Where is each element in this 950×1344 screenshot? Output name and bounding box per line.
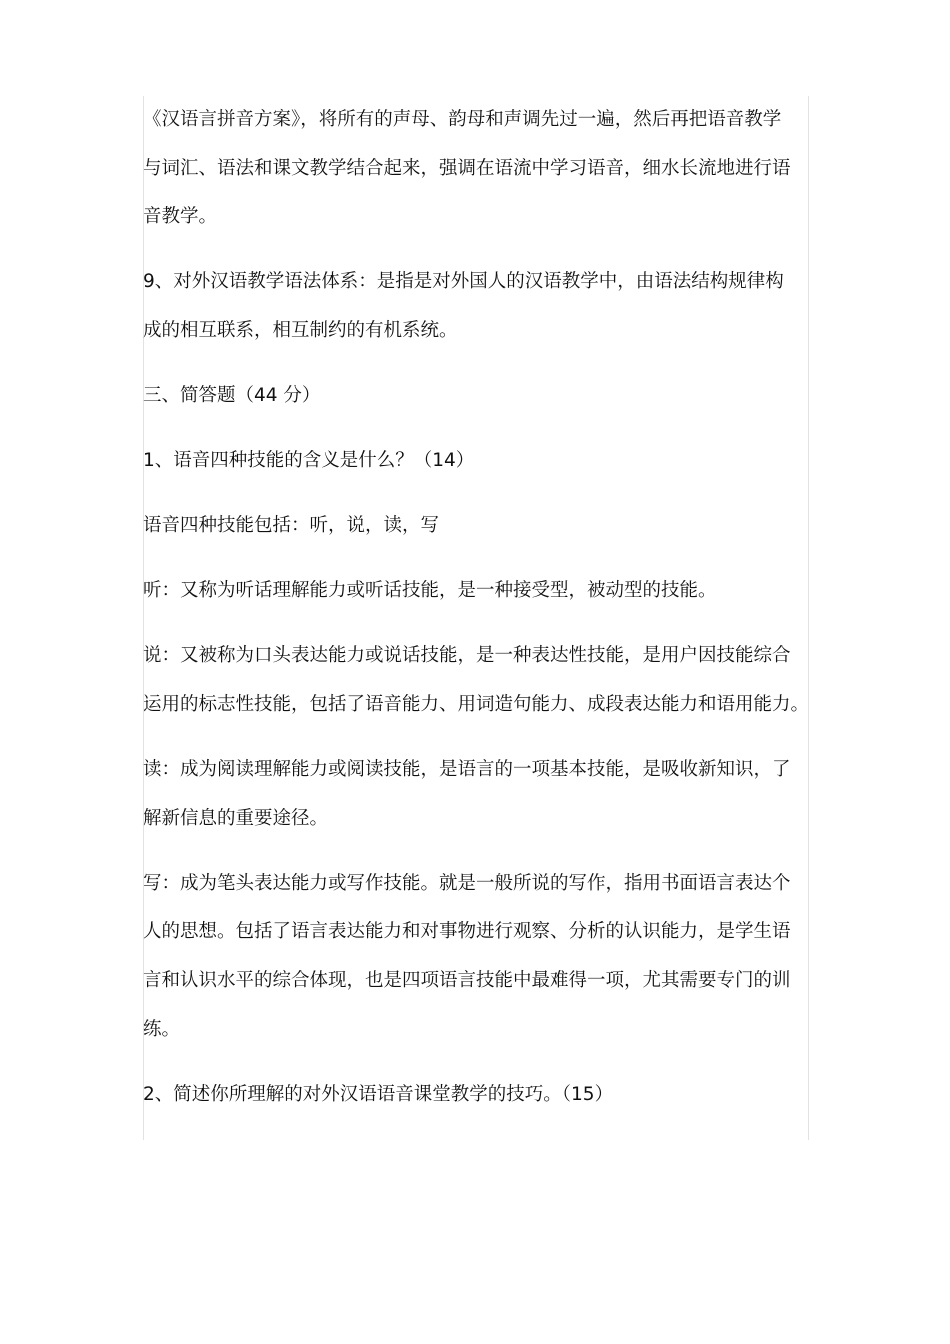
text-line: 人的思想。包括了语言表达能力和对事物进行观察、分析的认识能力，是学生语 bbox=[143, 921, 791, 943]
text-line: 1、语音四种技能的含义是什么？（14） bbox=[143, 450, 475, 472]
text-line: 9、对外汉语教学语法体系：是指是对外国人的汉语教学中，由语法结构规律构 bbox=[143, 271, 784, 293]
text-line: 说：又被称为口头表达能力或说话技能，是一种表达性技能，是用户因技能综合 bbox=[143, 645, 791, 667]
text-line: 成的相互联系，相互制约的有机系统。 bbox=[143, 319, 458, 341]
text-line: 运用的标志性技能，包括了语音能力、用词造句能力、成段表达能力和语用能力。 bbox=[143, 693, 810, 715]
text-line: 解新信息的重要途径。 bbox=[143, 807, 329, 829]
text-line: 《汉语言拼音方案》，将所有的声母、韵母和声调先过一遍，然后再把语音教学 bbox=[143, 109, 782, 130]
text-line: 写：成为笔头表达能力或写作技能。就是一般所说的写作，指用书面语言表达个 bbox=[143, 872, 791, 894]
text-line: 练。 bbox=[143, 1018, 181, 1040]
text-line: 听：又称为听话理解能力或听话技能，是一种接受型，被动型的技能。 bbox=[143, 580, 717, 602]
text-line: 三、简答题（44 分） bbox=[143, 384, 321, 406]
text-line: 音教学。 bbox=[143, 206, 218, 228]
text-line: 言和认识水平的综合体现，也是四项语言技能中最难得一项，尤其需要专门的训 bbox=[143, 969, 791, 991]
text-line: 语音四种技能包括：听，说，读，写 bbox=[143, 515, 440, 537]
text-line: 读：成为阅读理解能力或阅读技能，是语言的一项基本技能，是吸收新知识，了 bbox=[143, 759, 791, 781]
document-body bbox=[143, 96, 815, 1119]
text-line: 2、简述你所理解的对外汉语语音课堂教学的技巧。（15） bbox=[143, 1083, 614, 1105]
text-line: 与词汇、语法和课文教学结合起来，强调在语流中学习语音，细水长流地进行语 bbox=[143, 157, 791, 179]
